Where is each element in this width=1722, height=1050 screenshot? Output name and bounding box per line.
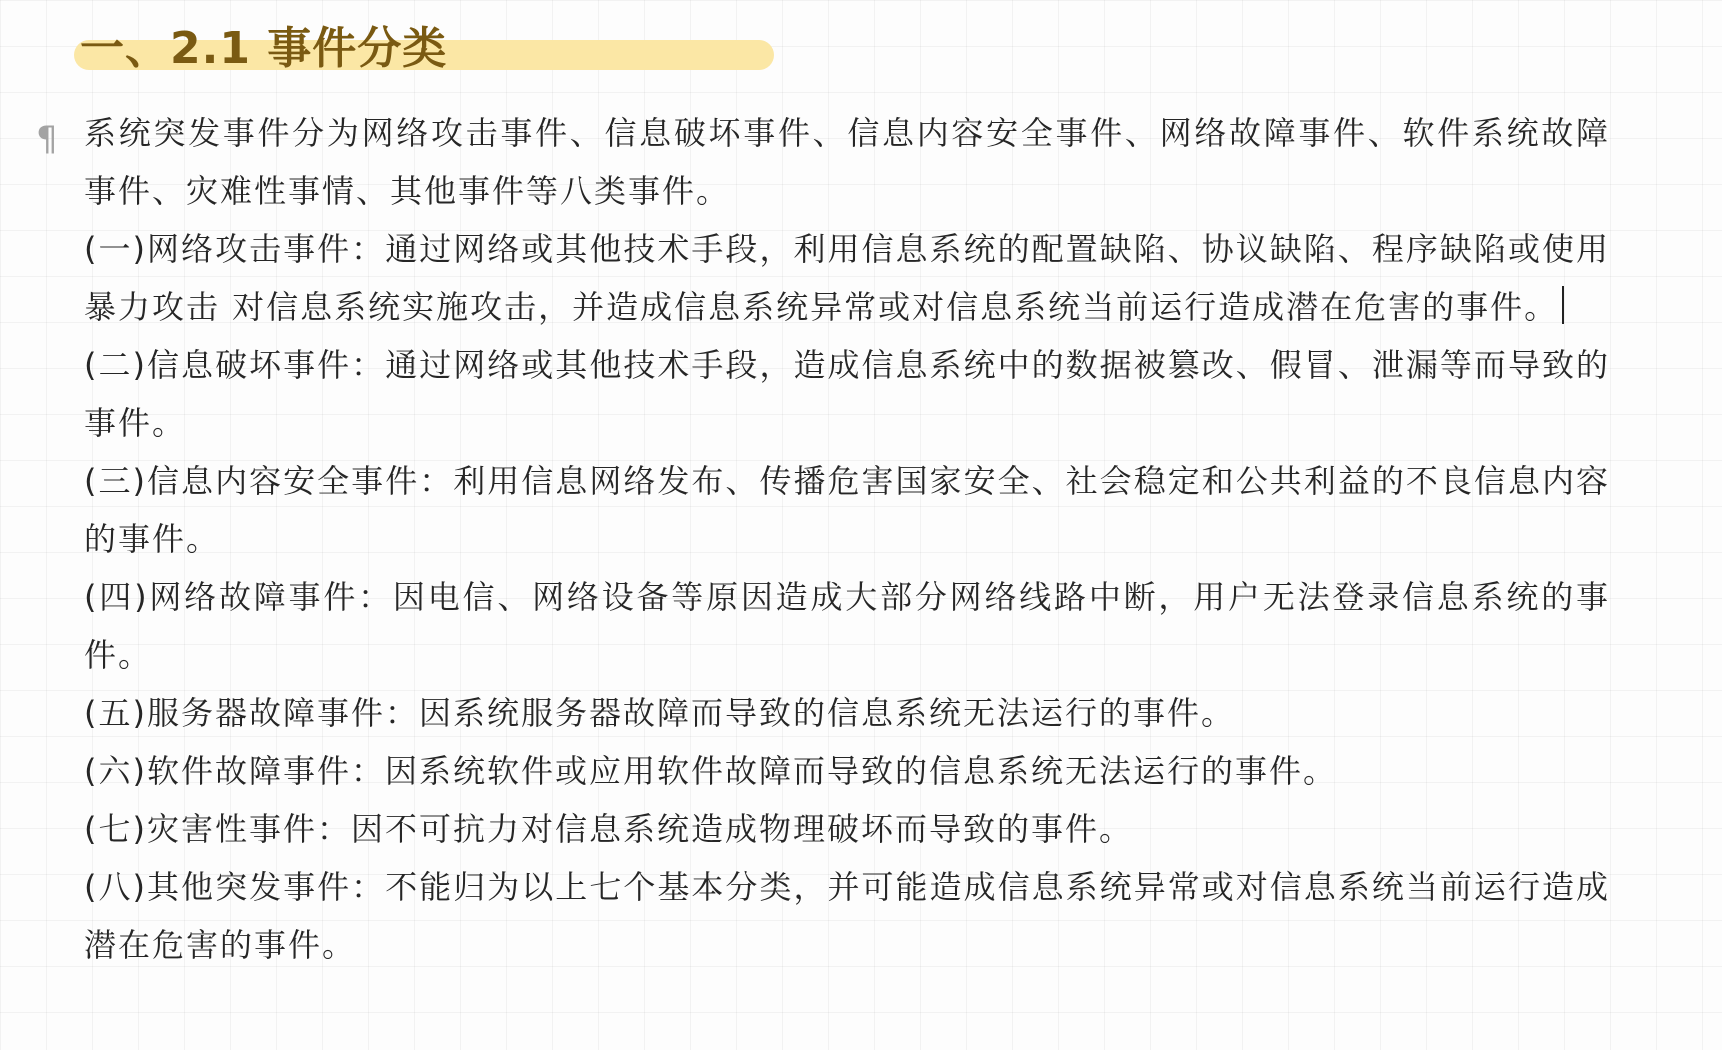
pilcrow-icon: ¶ bbox=[36, 119, 58, 159]
paragraph-item-1[interactable] bbox=[84, 220, 1610, 336]
text-cursor bbox=[1562, 286, 1564, 324]
paragraph-item-2[interactable]: (二)信息破坏事件：通过网络或其他技术手段，造成信息系统中的数据被篡改、假冒、泄漏等而导致的事件。 bbox=[84, 346, 1610, 442]
heading-text[interactable]: 一、2.1 事件分类 bbox=[80, 23, 448, 74]
paragraph-intro[interactable]: 系统突发事件分为网络攻击事件、信息破坏事件、信息内容安全事件、网络故障事件、软件系统故障事件、灾难性事情、其他事件等八类事件。 bbox=[84, 114, 1610, 210]
section-heading[interactable] bbox=[80, 14, 780, 84]
paragraph-item-6[interactable]: (六)软件故障事件：因系统软件或应用软件故障而导致的信息系统无法运行的事件。 bbox=[84, 752, 1337, 790]
paragraph-item-7[interactable]: (七)灾害性事件：因不可抗力对信息系统造成物理破坏而导致的事件。 bbox=[84, 810, 1133, 848]
paragraph-item-4[interactable]: (四)网络故障事件：因电信、网络设备等原因造成大部分网络线路中断，用户无法登录信息系统的事件。 bbox=[84, 578, 1610, 674]
paragraph-item-8[interactable]: (八)其他突发事件：不能归为以上七个基本分类，并可能造成信息系统异常或对信息系统当前运行造成潜在危害的事件。 bbox=[84, 868, 1610, 964]
paragraph-item-1-text[interactable]: (一)网络攻击事件：通过网络或其他技术手段，利用信息系统的配置缺陷、协议缺陷、程序缺陷或使用暴力攻击 对信息系统实施攻击，并造成信息系统异常或对信息系统当前运行造成潜在危害的事件。 bbox=[84, 230, 1610, 326]
paragraph-item-3[interactable]: (三)信息内容安全事件：利用信息网络发布、传播危害国家安全、社会稳定和公共利益的不良信息内容的事件。 bbox=[84, 462, 1610, 558]
document-body[interactable] bbox=[84, 104, 1610, 974]
paragraph-item-5[interactable]: (五)服务器故障事件：因系统服务器故障而导致的信息系统无法运行的事件。 bbox=[84, 694, 1235, 732]
